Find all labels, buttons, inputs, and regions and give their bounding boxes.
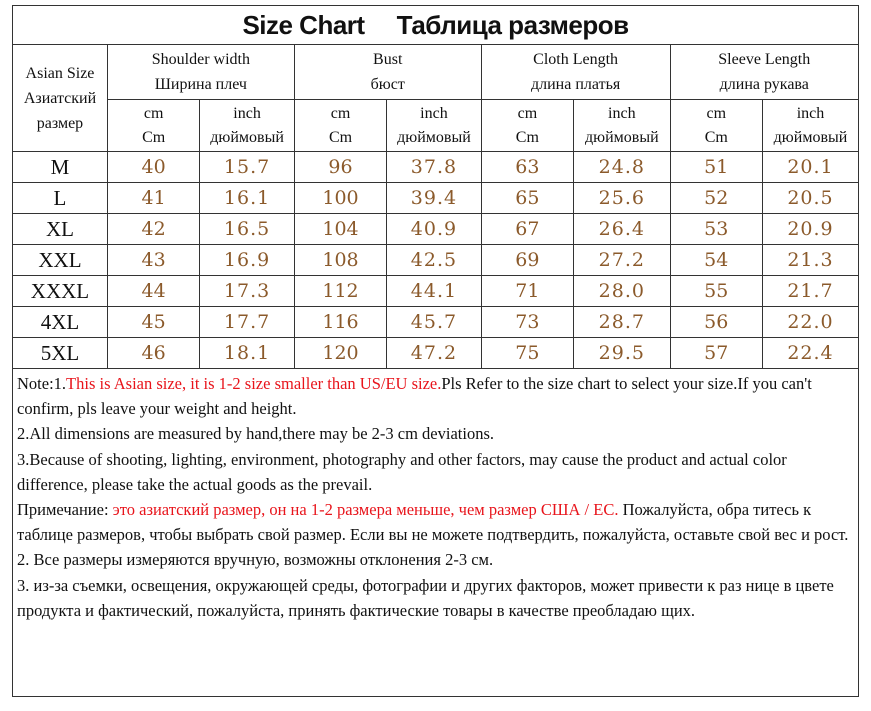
note-ru-1: Примечание: это азиатский размер, он на 1-2 размера меньше, чем размер США / ЕС. Пожалуйста, обра титесь к таблице размеров, чтобы выбрать свой размер. Если вы не можете подтвердить, пожалуйста, оставьте свой вес и рост. [17,500,849,545]
table-row [13,214,858,245]
size-rows [13,152,858,369]
shoulder-width-header: Shoulder width Ширина плеч [107,45,294,100]
value-inch: 37.8 [387,152,481,183]
unit-cm-header: cm Cm [107,100,199,152]
unit-header-row [13,100,858,152]
value-inch: 20.5 [762,183,858,214]
value-inch: 39.4 [387,183,481,214]
unit-inch-header: inch дюймовый [574,100,670,152]
value-inch: 20.9 [762,214,858,245]
value-cm: 57 [670,338,762,369]
note-2: 2.All dimensions are measured by hand,there may be 2-3 cm deviations. [17,424,494,444]
value-cm: 69 [481,245,573,276]
table-row [13,245,858,276]
value-cm: 73 [481,307,573,338]
value-cm: 40 [107,152,199,183]
value-cm: 120 [294,338,386,369]
title-ru: Таблица размеров [396,9,629,40]
value-cm: 42 [107,214,199,245]
size-chart-sheet [12,5,859,697]
unit-inch-header: inch дюймовый [387,100,481,152]
value-inch: 27.2 [574,245,670,276]
table-row [13,307,858,338]
table-row [13,276,858,307]
unit-cm-header: cm Cm [670,100,762,152]
value-cm: 116 [294,307,386,338]
value-cm: 44 [107,276,199,307]
value-cm: 46 [107,338,199,369]
size-label: 5XL [13,338,107,369]
value-inch: 18.1 [200,338,294,369]
value-inch: 17.7 [200,307,294,338]
value-cm: 112 [294,276,386,307]
value-cm: 41 [107,183,199,214]
size-label: 4XL [13,307,107,338]
value-cm: 65 [481,183,573,214]
value-inch: 45.7 [387,307,481,338]
value-cm: 71 [481,276,573,307]
value-cm: 53 [670,214,762,245]
value-inch: 28.7 [574,307,670,338]
value-cm: 56 [670,307,762,338]
value-cm: 108 [294,245,386,276]
value-cm: 75 [481,338,573,369]
note-ru-1-warning: это азиатский размер, он на 1-2 размера меньше, чем размер США / ЕС. [112,500,619,520]
cloth-length-header: Cloth Length длина платья [481,45,670,100]
value-inch: 28.0 [574,276,670,307]
value-cm: 67 [481,214,573,245]
table-row [13,183,858,214]
value-cm: 55 [670,276,762,307]
value-inch: 22.0 [762,307,858,338]
value-inch: 21.7 [762,276,858,307]
note-ru-3: 3. из-за съемки, освещения, окружающей среды, фотографии и других факторов, может привести к раз нице в цвете продукта и фактический, пожалуйста, принять фактические товары в качестве преобладаю щих. [17,575,834,620]
note-3: 3.Because of shooting, lighting, environment, photography and other factors, may cause the product and actual color difference, please take the actual goods as the prevail. [17,449,787,494]
value-inch: 17.3 [200,276,294,307]
size-label: XL [13,214,107,245]
unit-cm-header: cm Cm [294,100,386,152]
value-cm: 96 [294,152,386,183]
size-label: XXXL [13,276,107,307]
value-cm: 54 [670,245,762,276]
unit-inch-header: inch дюймовый [200,100,294,152]
value-cm: 43 [107,245,199,276]
size-label: M [13,152,107,183]
size-label: XXL [13,245,107,276]
unit-cm-header: cm Cm [481,100,573,152]
value-inch: 15.7 [200,152,294,183]
value-cm: 100 [294,183,386,214]
value-inch: 25.6 [574,183,670,214]
value-cm: 45 [107,307,199,338]
value-inch: 29.5 [574,338,670,369]
unit-inch-header: inch дюймовый [762,100,858,152]
note-1-warning: This is Asian size, it is 1-2 size smaller than US/EU size. [66,374,442,393]
sleeve-length-header: Sleeve Length длина рукава [670,45,858,100]
value-cm: 52 [670,183,762,214]
size-table [13,45,858,369]
page-title [13,6,858,45]
value-inch: 24.8 [574,152,670,183]
value-inch: 42.5 [387,245,481,276]
bust-header: Bust бюст [294,45,481,100]
note-1: Note:1.This is Asian size, it is 1-2 size smaller than US/EU size.Pls Refer to the size chart to select your size.If you can't confirm, pls leave your weight and height. [17,374,812,419]
size-label: L [13,183,107,214]
value-inch: 20.1 [762,152,858,183]
table-row [13,338,858,369]
value-inch: 16.1 [200,183,294,214]
value-inch: 47.2 [387,338,481,369]
value-inch: 21.3 [762,245,858,276]
value-cm: 104 [294,214,386,245]
size-column-header: Asian Size Азиатский размер [13,45,107,152]
note-ru-2: 2. Все размеры измеряются вручную, возможны отклонения 2-3 см. [17,550,494,570]
value-inch: 26.4 [574,214,670,245]
value-cm: 51 [670,152,762,183]
table-row [13,152,858,183]
title-en: Size Chart [242,9,365,40]
value-inch: 16.5 [200,214,294,245]
value-inch: 40.9 [387,214,481,245]
value-inch: 44.1 [387,276,481,307]
value-inch: 16.9 [200,245,294,276]
value-cm: 63 [481,152,573,183]
notes-section [13,369,858,623]
value-inch: 22.4 [762,338,858,369]
